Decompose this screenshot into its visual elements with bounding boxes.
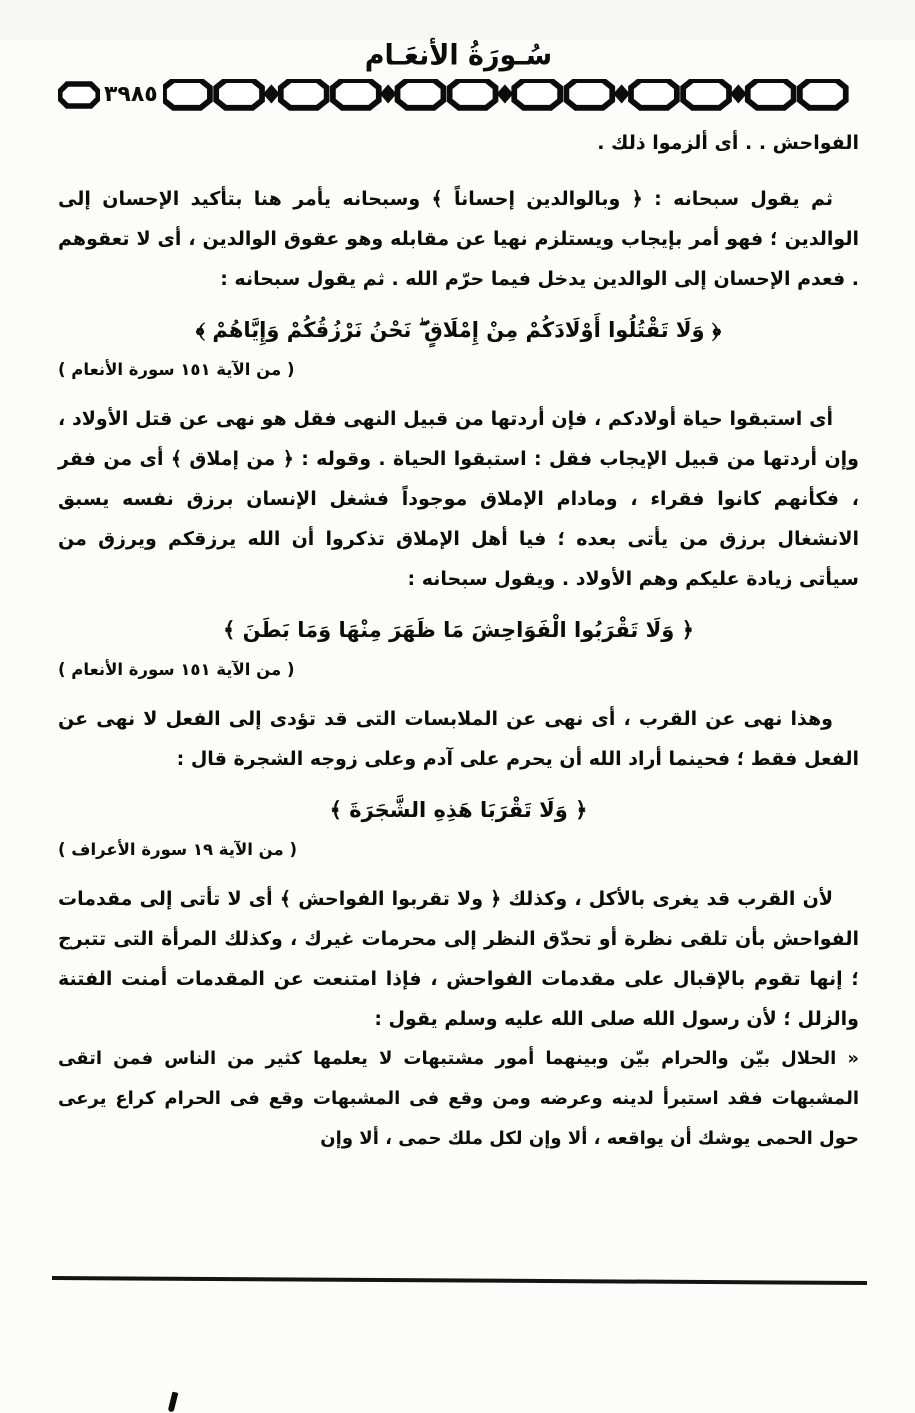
hadith-text: « الحلال بيّن والحرام بيّن وبينهما أمور مشتبهات لا يعلمها كثير من الناس فمن اتقى المشبهات فقد استبرأ لدينه وعرضه ومن وقع فى المشبهات وقع فى الحرام كراع يرعى حول الحمى يوشك أن يواقعه ، ألا وإن لكل ملك حمى ، ألا وإن	[58, 1048, 859, 1149]
scanned-book-page	[0, 40, 915, 1413]
continuation-line: الفواحش . . أى ألزموا ذلك .	[597, 132, 859, 154]
quran-verse-2: ﴿ وَلَا تَقْرَبُوا الْفَوَاحِشَ مَا ظَهَرَ مِنْهَا وَمَا بَطَنَ ﴾	[223, 618, 694, 642]
quran-verse-1: ﴿ وَلَا تَقْتُلُوا أَوْلَادَكُمْ مِنْ إِمْلَاقٍ ۖ نَحْنُ نَرْزُقُكُمْ وَإِيَّاهُمْ ﴾	[195, 318, 722, 342]
paragraph-4: لأن القرب قد يغرى بالأكل ، وكذلك ﴿ ولا تقربوا الفواحش ﴾ أى لا تأتى إلى مقدمات الفواحش بأن تلقى نظرة أو تحدّق النظر إلى محرمات غيرك ، وكذلك المرأة التى تتبرج ؛ إنها تقوم بالإقبال على مقدمات الفواحش ، فإذا امتنعت عن المقدمات أمنت الفتنة والزلل ؛ لأن رسول الله صلى الله عليه وسلم يقول :	[58, 888, 859, 1030]
verse-citation-1: ( من الآية ١٥١ سورة الأنعام )	[58, 360, 295, 379]
page-number: ٣٩٨٥	[104, 82, 158, 107]
page-header-ornament	[58, 77, 859, 113]
quran-verse-3: ﴿ وَلَا تَقْرَبَا هَذِهِ الشَّجَرَةَ ﴾	[329, 798, 588, 822]
verse-citation-2: ( من الآية ١٥١ سورة الأنعام )	[58, 660, 295, 679]
masthead	[58, 40, 859, 71]
paragraph-3: وهذا نهى عن القرب ، أى نهى عن الملابسات التى قد تؤدى إلى الفعل لا نهى عن الفعل فقط ؛ فحينما أراد الله أن يحرم على آدم وعلى زوجه الشجرة قال :	[58, 708, 859, 770]
ink-mark	[168, 1392, 179, 1413]
paragraph-2: أى استبقوا حياة أولادكم ، فإن أردتها من قبيل النهى فقل هو نهى عن قتل الأولاد ، وإن أردتها من قبيل الإيجاب فقل : استبقوا الحياة . وقوله : ﴿ من إملاق ﴾ أى من فقر ، فكأنهم كانوا فقراء ، ومادام الإملاق موجوداً فشغل الإنسان برزق نفسه يسبق الانشغال برزق من يأتى بعده ؛ فيا أهل الإملاق تذكروا أن الله يرزقكم ويرزق من سيأتى زيادة عليكم وهم الأولاد . ويقول سبحانه :	[58, 408, 859, 590]
page-body	[58, 123, 859, 1159]
footer-rule	[52, 1276, 867, 1285]
paragraph-1: ثم يقول سبحانه : ﴿ وبالوالدين إحساناً ﴾ وسبحانه يأمر هنا بتأكيد الإحسان إلى الوالدين ؛ فهو أمر بإيجاب ويستلزم نهيا عن مقابله وهو عقوق الوالدين ، أى لا تعقوهم . فعدم الإحسان إلى الوالدين يدخل فيما حرّم الله . ثم يقول سبحانه :	[58, 188, 859, 290]
surah-title-calligraphy: سُـورَةُ الأنعَـام	[364, 39, 553, 72]
chain-end-link-icon	[58, 81, 100, 109]
verse-citation-3: ( من الآية ١٩ سورة الأعراف )	[58, 840, 298, 859]
chain-border-icon	[163, 79, 859, 111]
